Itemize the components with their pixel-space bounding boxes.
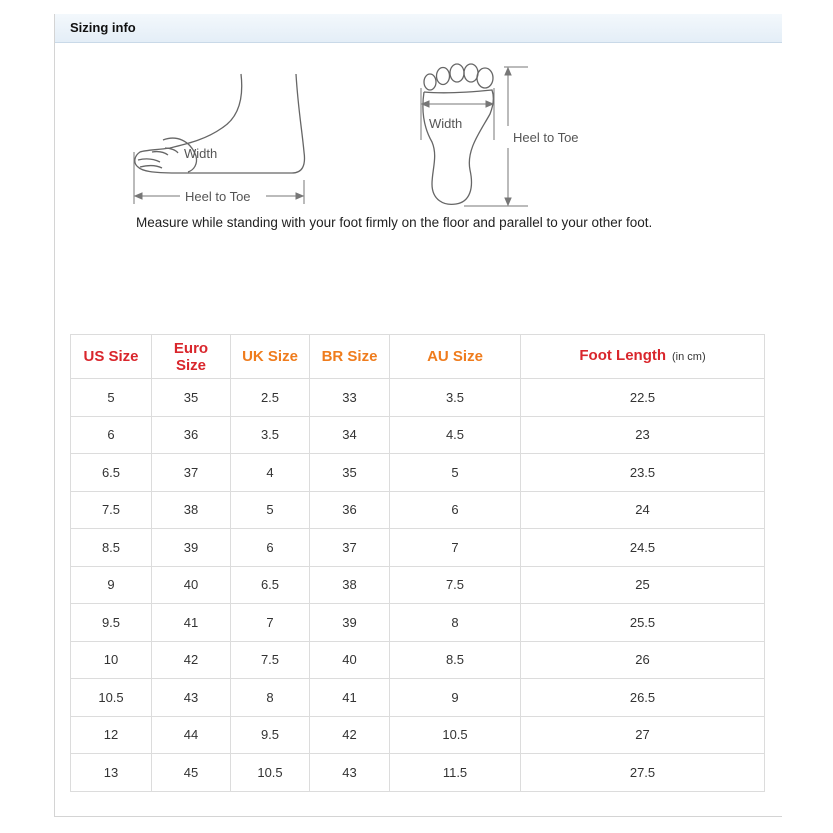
cell-au: 10.5 (390, 716, 521, 754)
panel-title: Sizing info (70, 20, 136, 35)
cell-au: 9 (390, 679, 521, 717)
cell-us: 6 (71, 416, 152, 454)
sole-outline (423, 90, 493, 204)
side-length-label: Heel to Toe (185, 189, 251, 204)
cell-br: 36 (310, 491, 390, 529)
cell-br: 41 (310, 679, 390, 717)
cell-foot-length: 23.5 (521, 454, 765, 492)
header-euro-line1: Euro (173, 339, 209, 357)
cell-foot-length: 26 (521, 641, 765, 679)
header-euro-line2: Size (175, 356, 206, 374)
header-us-size: US Size (71, 335, 152, 379)
cell-us: 10 (71, 641, 152, 679)
cell-br: 43 (310, 754, 390, 792)
cell-uk: 7 (231, 604, 310, 642)
cell-euro: 41 (152, 604, 231, 642)
cell-uk: 2.5 (231, 379, 310, 417)
cell-foot-length: 27 (521, 716, 765, 754)
header-foot-length-unit: (in cm) (672, 351, 706, 363)
cell-uk: 10.5 (231, 754, 310, 792)
cell-uk: 3.5 (231, 416, 310, 454)
cell-euro: 38 (152, 491, 231, 529)
header-br-size: BR Size (310, 335, 390, 379)
cell-br: 37 (310, 529, 390, 567)
cell-euro: 36 (152, 416, 231, 454)
cell-foot-length: 24 (521, 491, 765, 529)
cell-us: 9.5 (71, 604, 152, 642)
cell-uk: 6 (231, 529, 310, 567)
cell-au: 8 (390, 604, 521, 642)
cell-au: 11.5 (390, 754, 521, 792)
cell-au: 3.5 (390, 379, 521, 417)
cell-uk: 8 (231, 679, 310, 717)
cell-br: 39 (310, 604, 390, 642)
table-row (71, 566, 765, 604)
cell-uk: 6.5 (231, 566, 310, 604)
side-width-label: Width (184, 146, 218, 161)
cell-au: 7 (390, 529, 521, 567)
cell-foot-length: 24.5 (521, 529, 765, 567)
foot-measurement-diagram (0, 0, 833, 320)
cell-us: 5 (71, 379, 152, 417)
cell-euro: 35 (152, 379, 231, 417)
cell-foot-length: 25.5 (521, 604, 765, 642)
sole-width-label: Width (429, 116, 463, 131)
header-au-size: AU Size (390, 335, 521, 379)
cell-br: 38 (310, 566, 390, 604)
cell-foot-length: 25 (521, 566, 765, 604)
cell-au: 8.5 (390, 641, 521, 679)
cell-au: 5 (390, 454, 521, 492)
measurement-instruction: Measure while standing with your foot firmly on the floor and parallel to your other foot. (136, 215, 653, 230)
size-chart-table (70, 334, 765, 792)
header-uk-size: UK Size (231, 335, 310, 379)
cell-au: 6 (390, 491, 521, 529)
table-header-row (71, 335, 765, 379)
cell-euro: 44 (152, 716, 231, 754)
header-euro-size (152, 335, 231, 379)
table-row (71, 416, 765, 454)
side-foot-outline (135, 74, 305, 173)
cell-us: 10.5 (71, 679, 152, 717)
cell-foot-length: 22.5 (521, 379, 765, 417)
cell-uk: 9.5 (231, 716, 310, 754)
table-row (71, 379, 765, 417)
cell-uk: 5 (231, 491, 310, 529)
cell-us: 7.5 (71, 491, 152, 529)
cell-us: 6.5 (71, 454, 152, 492)
cell-us: 9 (71, 566, 152, 604)
cell-uk: 4 (231, 454, 310, 492)
header-foot-length (521, 335, 765, 379)
sole-width-arrow (421, 88, 494, 140)
cell-euro: 45 (152, 754, 231, 792)
table-row (71, 641, 765, 679)
cell-au: 7.5 (390, 566, 521, 604)
table-row (71, 716, 765, 754)
cell-euro: 43 (152, 679, 231, 717)
cell-euro: 37 (152, 454, 231, 492)
cell-euro: 39 (152, 529, 231, 567)
cell-euro: 42 (152, 641, 231, 679)
cell-br: 42 (310, 716, 390, 754)
cell-br: 40 (310, 641, 390, 679)
header-foot-length-label: Foot Length (579, 347, 667, 364)
cell-euro: 40 (152, 566, 231, 604)
cell-us: 8.5 (71, 529, 152, 567)
cell-br: 33 (310, 379, 390, 417)
cell-br: 34 (310, 416, 390, 454)
cell-foot-length: 26.5 (521, 679, 765, 717)
cell-foot-length: 23 (521, 416, 765, 454)
side-foot-illustration (135, 74, 305, 173)
cell-uk: 7.5 (231, 641, 310, 679)
table-row (71, 491, 765, 529)
cell-us: 13 (71, 754, 152, 792)
cell-us: 12 (71, 716, 152, 754)
sole-length-label: Heel to Toe (513, 130, 579, 145)
cell-foot-length: 27.5 (521, 754, 765, 792)
table-row (71, 604, 765, 642)
table-row (71, 529, 765, 567)
sole-foot-illustration (423, 64, 493, 204)
table-row (71, 454, 765, 492)
table-row (71, 754, 765, 792)
table-row (71, 679, 765, 717)
cell-au: 4.5 (390, 416, 521, 454)
cell-br: 35 (310, 454, 390, 492)
